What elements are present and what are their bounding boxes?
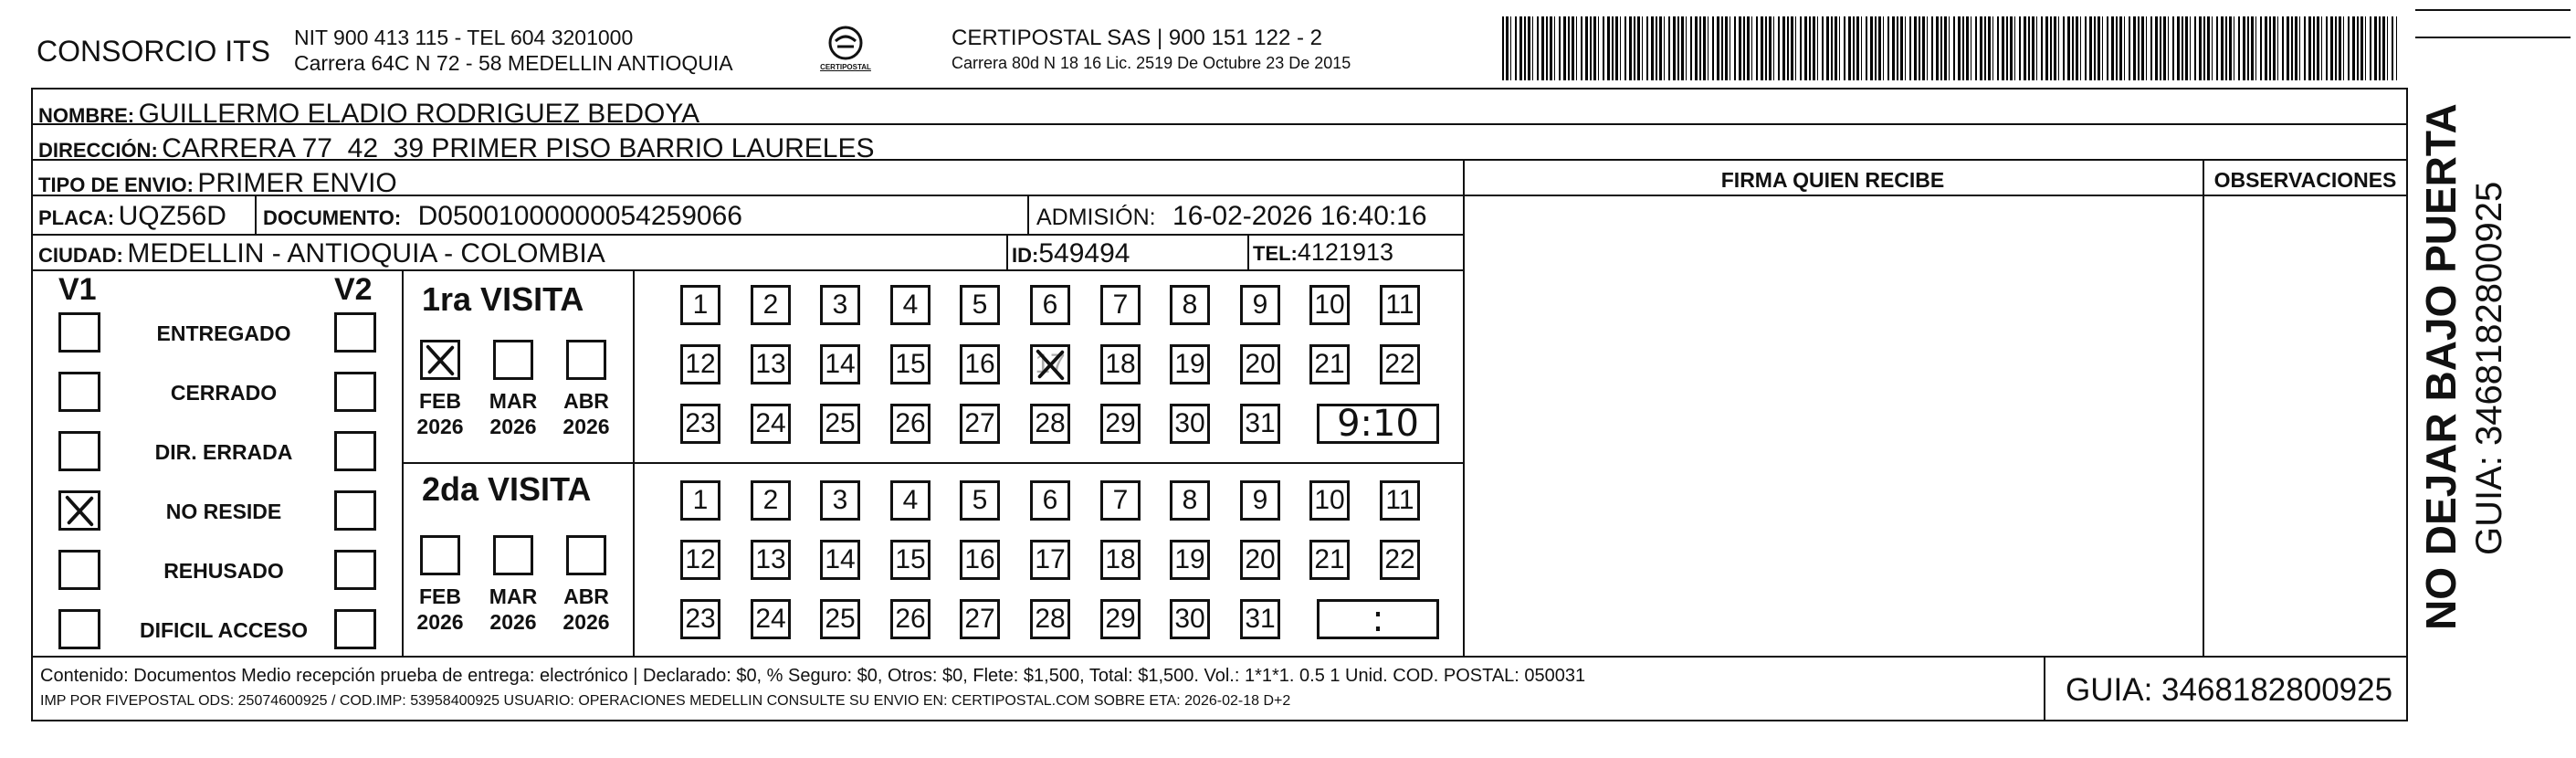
nombre-label: NOMBRE: xyxy=(38,104,135,127)
v2-checkbox[interactable] xyxy=(334,431,376,471)
day-box[interactable] xyxy=(890,285,931,325)
v2-label: V2 xyxy=(334,272,373,307)
day-box[interactable] xyxy=(680,344,720,384)
day-number: 8 xyxy=(1182,290,1198,320)
day-number: 25 xyxy=(825,408,856,438)
month-checkbox[interactable] xyxy=(566,340,606,380)
day-number: 14 xyxy=(825,544,856,574)
day-box[interactable] xyxy=(1380,540,1420,580)
day-number: 29 xyxy=(1105,408,1136,438)
day-box[interactable] xyxy=(751,404,791,444)
day-number: 31 xyxy=(1245,408,1276,438)
day-box[interactable] xyxy=(890,599,931,639)
day-number: 24 xyxy=(755,604,786,634)
contenido-line: Contenido: Documentos Medio recepción prueba de entrega: electrónico | Declarado: $0, % Seguro: $0, Otros: $0, Flete: $1,500, Total: $1,500. Vol.: 1*1*1. 0.5 1 Unid. COD. POSTAL: 050031 xyxy=(40,666,1586,686)
day-number: 10 xyxy=(1314,290,1345,320)
day-number: 22 xyxy=(1384,349,1415,379)
month-label xyxy=(486,389,541,439)
day-number: 8 xyxy=(1182,485,1198,515)
v2-checkbox[interactable] xyxy=(334,490,376,531)
documento-value: D05001000000054259066 xyxy=(417,201,742,231)
day-box[interactable] xyxy=(820,404,860,444)
day-box[interactable] xyxy=(1170,540,1210,580)
day-box[interactable] xyxy=(890,404,931,444)
day-number: 13 xyxy=(755,349,786,379)
day-number: 27 xyxy=(964,408,995,438)
day-number: 3 xyxy=(832,485,848,515)
month-year: 2026 xyxy=(489,414,537,438)
day-number: 7 xyxy=(1112,290,1129,320)
barcode xyxy=(1502,16,2397,80)
day-box[interactable] xyxy=(1380,480,1420,521)
day-number: 15 xyxy=(895,544,926,574)
day-number: 11 xyxy=(1385,485,1414,515)
month-year: 2026 xyxy=(563,414,610,438)
day-box[interactable] xyxy=(751,599,791,639)
admision-label: ADMISIÓN: xyxy=(1036,205,1156,230)
day-box[interactable] xyxy=(1100,285,1141,325)
day-number: 12 xyxy=(685,544,716,574)
time-box[interactable] xyxy=(1317,599,1439,639)
day-box[interactable] xyxy=(1100,344,1141,384)
day-number: 26 xyxy=(895,604,926,634)
day-box[interactable] xyxy=(1240,599,1280,639)
day-box[interactable] xyxy=(960,285,1000,325)
day-number: 6 xyxy=(1042,485,1058,515)
footer-guia: GUIA: 3468182800925 xyxy=(2066,672,2393,708)
month-year: 2026 xyxy=(489,609,537,634)
day-box[interactable] xyxy=(1309,344,1350,384)
day-number: 19 xyxy=(1174,349,1205,379)
day-number: 28 xyxy=(1035,408,1066,438)
day-number: 1 xyxy=(692,485,709,515)
day-box[interactable] xyxy=(1170,344,1210,384)
day-number: 23 xyxy=(685,604,716,634)
day-number: 12 xyxy=(685,349,716,379)
month-name: FEB xyxy=(419,389,461,413)
day-box[interactable] xyxy=(1309,480,1350,521)
day-box[interactable] xyxy=(1100,599,1141,639)
admision-value: 16-02-2026 16:40:16 xyxy=(1172,201,1427,231)
v2-checkbox[interactable] xyxy=(334,312,376,353)
month-name: MAR xyxy=(489,584,538,608)
nit-line: NIT 900 413 115 - TEL 604 3201000 xyxy=(294,26,634,49)
v1-label: V1 xyxy=(58,272,97,307)
day-box[interactable] xyxy=(680,480,720,521)
side-guia: GUIA: 3468182800925 xyxy=(2469,181,2509,555)
day-box[interactable] xyxy=(1170,599,1210,639)
v1-checkbox[interactable] xyxy=(58,372,100,412)
day-number: 2 xyxy=(762,485,779,515)
day-box[interactable] xyxy=(1170,480,1210,521)
tel-value: 4121913 xyxy=(1297,238,1394,266)
day-box[interactable] xyxy=(890,540,931,580)
day-box[interactable] xyxy=(960,344,1000,384)
v1-checkbox[interactable] xyxy=(58,431,100,471)
placa-label: PLACA: xyxy=(38,206,115,229)
direccion-label: DIRECCIÓN: xyxy=(38,139,158,162)
day-box[interactable] xyxy=(680,285,720,325)
day-box[interactable] xyxy=(1030,404,1070,444)
day-box[interactable] xyxy=(960,404,1000,444)
check-x-mark xyxy=(61,493,98,528)
tel-label: TEL: xyxy=(1253,242,1298,265)
day-box[interactable] xyxy=(1309,285,1350,325)
day-box[interactable] xyxy=(890,480,931,521)
company-name: CONSORCIO ITS xyxy=(37,35,271,68)
time-value: : xyxy=(1372,598,1384,640)
day-box[interactable] xyxy=(680,404,720,444)
day-box[interactable] xyxy=(1030,344,1070,384)
day-number: 15 xyxy=(895,349,926,379)
day-box[interactable] xyxy=(751,344,791,384)
day-number: 18 xyxy=(1105,544,1136,574)
status-option-label: NO RESIDE xyxy=(165,500,282,523)
time-value: 9:10 xyxy=(1337,403,1419,445)
status-option-label: DIFICIL ACCESO xyxy=(139,618,308,642)
month-year: 2026 xyxy=(416,414,464,438)
day-box[interactable] xyxy=(1030,599,1070,639)
day-number: 5 xyxy=(972,290,988,320)
ciudad-value: MEDELLIN - ANTIOQUIA - COLOMBIA xyxy=(127,238,605,268)
day-number: 5 xyxy=(972,485,988,515)
day-number: 4 xyxy=(902,485,919,515)
day-box[interactable] xyxy=(751,285,791,325)
day-number: 9 xyxy=(1252,290,1268,320)
day-number: 2 xyxy=(762,290,779,320)
day-box[interactable] xyxy=(680,599,720,639)
day-number: 13 xyxy=(755,544,786,574)
day-box[interactable] xyxy=(820,344,860,384)
month-checkbox[interactable] xyxy=(420,535,460,575)
day-number: 1 xyxy=(692,290,709,320)
day-number: 19 xyxy=(1174,544,1205,574)
day-number: 16 xyxy=(964,544,995,574)
day-box[interactable] xyxy=(1309,540,1350,580)
status-option-label: REHUSADO xyxy=(163,559,284,583)
nombre-value: GUILLERMO ELADIO RODRIGUEZ BEDOYA xyxy=(138,99,700,129)
month-year: 2026 xyxy=(416,609,464,634)
day-number: 29 xyxy=(1105,604,1136,634)
v1-checkbox[interactable] xyxy=(58,490,100,531)
certipostal-logo xyxy=(815,23,876,79)
day-box[interactable] xyxy=(960,540,1000,580)
firma-label: FIRMA QUIEN RECIBE xyxy=(1720,168,1945,192)
address-line: Carrera 64C N 72 - 58 MEDELLIN ANTIOQUIA xyxy=(294,51,733,75)
day-box[interactable] xyxy=(1100,404,1141,444)
no-dejar-bajo-puerta: NO DEJAR BAJO PUERTA xyxy=(2417,103,2465,630)
v1-checkbox[interactable] xyxy=(58,550,100,590)
day-box[interactable] xyxy=(680,540,720,580)
first-visit-title: 1ra VISITA xyxy=(422,280,584,318)
documento-label: DOCUMENTO: xyxy=(263,206,402,229)
day-number: 21 xyxy=(1314,349,1345,379)
check-x-mark xyxy=(423,342,457,377)
day-box[interactable] xyxy=(1100,540,1141,580)
status-option-label: CERRADO xyxy=(170,381,278,405)
day-number: 10 xyxy=(1314,485,1345,515)
month-checkbox[interactable] xyxy=(493,340,533,380)
day-box[interactable] xyxy=(1170,285,1210,325)
day-number: 18 xyxy=(1105,349,1136,379)
day-box[interactable] xyxy=(1030,540,1070,580)
day-number: 6 xyxy=(1042,290,1058,320)
day-number: 17 xyxy=(1035,544,1066,574)
day-box[interactable] xyxy=(1240,404,1280,444)
day-box[interactable] xyxy=(820,599,860,639)
tipo-envio-value: PRIMER ENVIO xyxy=(197,168,397,198)
day-box[interactable] xyxy=(890,344,931,384)
certipostal-line: CERTIPOSTAL SAS | 900 151 122 - 2 xyxy=(952,26,1322,50)
day-box[interactable] xyxy=(960,480,1000,521)
v2-checkbox[interactable] xyxy=(334,550,376,590)
status-option-label: ENTREGADO xyxy=(156,321,291,345)
month-checkbox[interactable] xyxy=(566,535,606,575)
day-box[interactable] xyxy=(1170,404,1210,444)
day-box[interactable] xyxy=(1100,480,1141,521)
day-number: 21 xyxy=(1314,544,1345,574)
observaciones-label: OBSERVACIONES xyxy=(2213,168,2397,192)
logo-caption: CERTIPOSTAL xyxy=(820,63,871,71)
day-box[interactable] xyxy=(960,599,1000,639)
month-label xyxy=(486,584,541,635)
day-box[interactable] xyxy=(1240,285,1280,325)
month-name: ABR xyxy=(563,584,609,608)
v1-checkbox[interactable] xyxy=(58,312,100,353)
id-value: 549494 xyxy=(1038,238,1130,268)
month-label xyxy=(413,389,468,439)
month-label xyxy=(559,389,614,439)
day-number: 24 xyxy=(755,408,786,438)
placa-value: UQZ56D xyxy=(118,201,226,231)
day-box[interactable] xyxy=(820,285,860,325)
day-box[interactable] xyxy=(1240,344,1280,384)
day-number: 7 xyxy=(1112,485,1129,515)
day-number: 26 xyxy=(895,408,926,438)
day-box[interactable] xyxy=(1380,344,1420,384)
license-line: Carrera 80d N 18 16 Lic. 2519 De Octubre 23 De 2015 xyxy=(952,54,1351,72)
day-number: 16 xyxy=(964,349,995,379)
day-number: 23 xyxy=(685,408,716,438)
month-name: FEB xyxy=(419,584,461,608)
time-box[interactable] xyxy=(1317,404,1439,444)
day-box[interactable] xyxy=(751,540,791,580)
day-box[interactable] xyxy=(1240,480,1280,521)
day-number: 30 xyxy=(1174,604,1205,634)
day-box[interactable] xyxy=(1380,285,1420,325)
month-label xyxy=(559,584,614,635)
status-option-label: DIR. ERRADA xyxy=(154,440,293,464)
day-box[interactable] xyxy=(820,480,860,521)
day-number: 4 xyxy=(902,290,919,320)
second-visit-title: 2da VISITA xyxy=(422,470,592,508)
day-box[interactable] xyxy=(1240,540,1280,580)
day-number: 30 xyxy=(1174,408,1205,438)
day-number: 17 xyxy=(1035,349,1066,379)
v2-checkbox[interactable] xyxy=(334,609,376,649)
day-number: 11 xyxy=(1385,290,1414,320)
day-number: 22 xyxy=(1384,544,1415,574)
day-box[interactable] xyxy=(1030,285,1070,325)
month-checkbox[interactable] xyxy=(493,535,533,575)
id-label: ID: xyxy=(1012,244,1039,267)
day-box[interactable] xyxy=(820,540,860,580)
month-name: MAR xyxy=(489,389,538,413)
day-number: 9 xyxy=(1252,485,1268,515)
day-box[interactable] xyxy=(1030,480,1070,521)
month-year: 2026 xyxy=(563,609,610,634)
day-number: 14 xyxy=(825,349,856,379)
month-label xyxy=(413,584,468,635)
day-box[interactable] xyxy=(751,480,791,521)
month-name: ABR xyxy=(563,389,609,413)
imp-line: IMP POR FIVEPOSTAL ODS: 25074600925 / COD.IMP: 53958400925 USUARIO: OPERACIONES MEDELLIN CONSULTE SU ENVIO EN: CERTIPOSTAL.COM SOBRE ETA: 2026-02-18 D+2 xyxy=(40,693,1291,709)
day-number: 20 xyxy=(1245,544,1276,574)
tipo-envio-label: TIPO DE ENVIO: xyxy=(38,174,194,196)
day-number: 20 xyxy=(1245,349,1276,379)
v2-checkbox[interactable] xyxy=(334,372,376,412)
day-number: 3 xyxy=(832,290,848,320)
day-number: 31 xyxy=(1245,604,1276,634)
month-checkbox[interactable] xyxy=(420,340,460,380)
day-number: 28 xyxy=(1035,604,1066,634)
ciudad-label: CIUDAD: xyxy=(38,244,123,267)
v1-checkbox[interactable] xyxy=(58,609,100,649)
direccion-value: CARRERA 77 42 39 PRIMER PISO BARRIO LAURELES xyxy=(162,133,875,163)
day-number: 25 xyxy=(825,604,856,634)
day-number: 27 xyxy=(964,604,995,634)
